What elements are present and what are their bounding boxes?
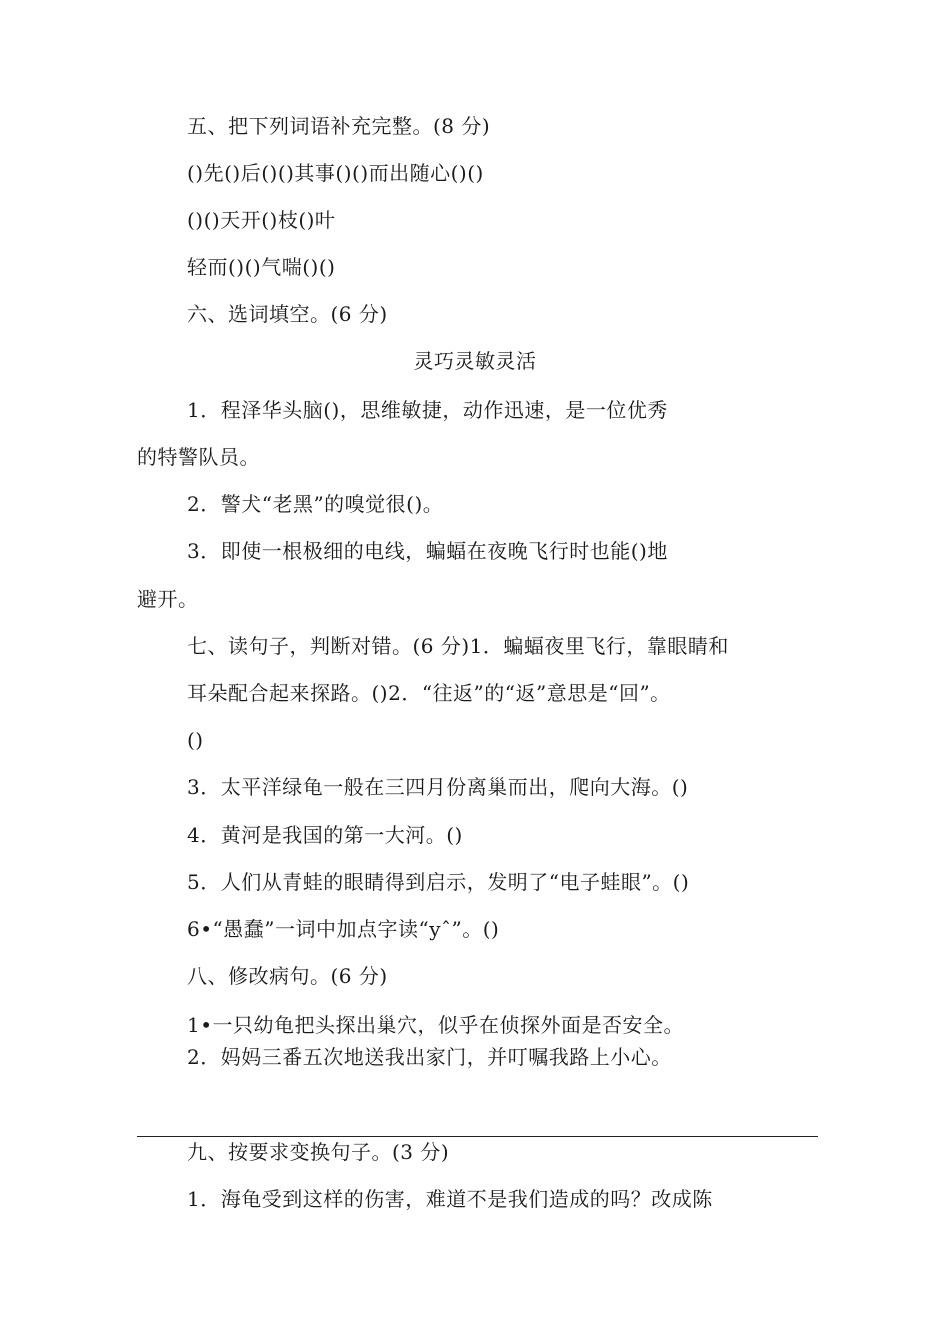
transform-question-1: 1．海龟受到这样的伤害，难道不是我们造成的吗？改成陈 [187, 1187, 713, 1211]
fill-question-1-cont: 的特警队员。 [137, 445, 260, 469]
judge-line-3: () [187, 728, 204, 752]
fill-question-3: 3．即使一根极细的电线，蝙蝠在夜晚飞行时也能()地 [187, 539, 668, 563]
judge-question-6: 6•“愚蠢”一词中加点字读“yˆ”。() [187, 917, 500, 941]
judge-question-5: 5．人们从青蛙的眼睛得到启示，发明了“电子蛙眼”。() [187, 870, 690, 894]
revise-sentence-1: 1•一只幼龟把头探出巢穴，似乎在侦探外面是否安全。 [187, 1013, 685, 1037]
section-6-heading: 六、选词填空。(6 分) [187, 302, 388, 326]
section-9-heading: 九、按要求变换句子。(3 分) [187, 1140, 450, 1164]
section-7-heading: 七、读句子，判断对错。(6 分)1．蝙蝠夜里飞行，靠眼睛和 [187, 634, 729, 658]
judge-question-4: 4．黄河是我国的第一大河。() [187, 823, 463, 847]
fill-question-1: 1．程泽华头脑()，思维敏捷，动作迅速，是一位优秀 [187, 398, 668, 422]
revise-sentence-2: 2．妈妈三番五次地送我出家门，并叮嘱我路上小心。 [187, 1045, 672, 1069]
divider-line [137, 1136, 818, 1137]
word-choices: 灵巧灵敏灵活 [413, 349, 537, 373]
judge-line-2: 耳朵配合起来探路。()2．“往返”的“返”意思是“回”。 [187, 681, 671, 705]
idiom-line-2: ()()天开()枝()叶 [187, 208, 336, 232]
idiom-line-1: ()先()后()()其事()()而出随心()() [187, 161, 484, 185]
judge-question-3: 3．太平洋绿龟一般在三四月份离巢而出，爬向大海。() [187, 775, 689, 799]
section-8-heading: 八、修改病句。(6 分) [187, 964, 388, 988]
fill-question-3-cont: 避开。 [137, 587, 199, 611]
section-5-heading: 五、把下列词语补充完整。(8 分) [187, 114, 491, 138]
idiom-line-3: 轻而()()气喘()() [187, 255, 336, 279]
fill-question-2: 2．警犬“老黑”的嗅觉很()。 [187, 492, 444, 516]
